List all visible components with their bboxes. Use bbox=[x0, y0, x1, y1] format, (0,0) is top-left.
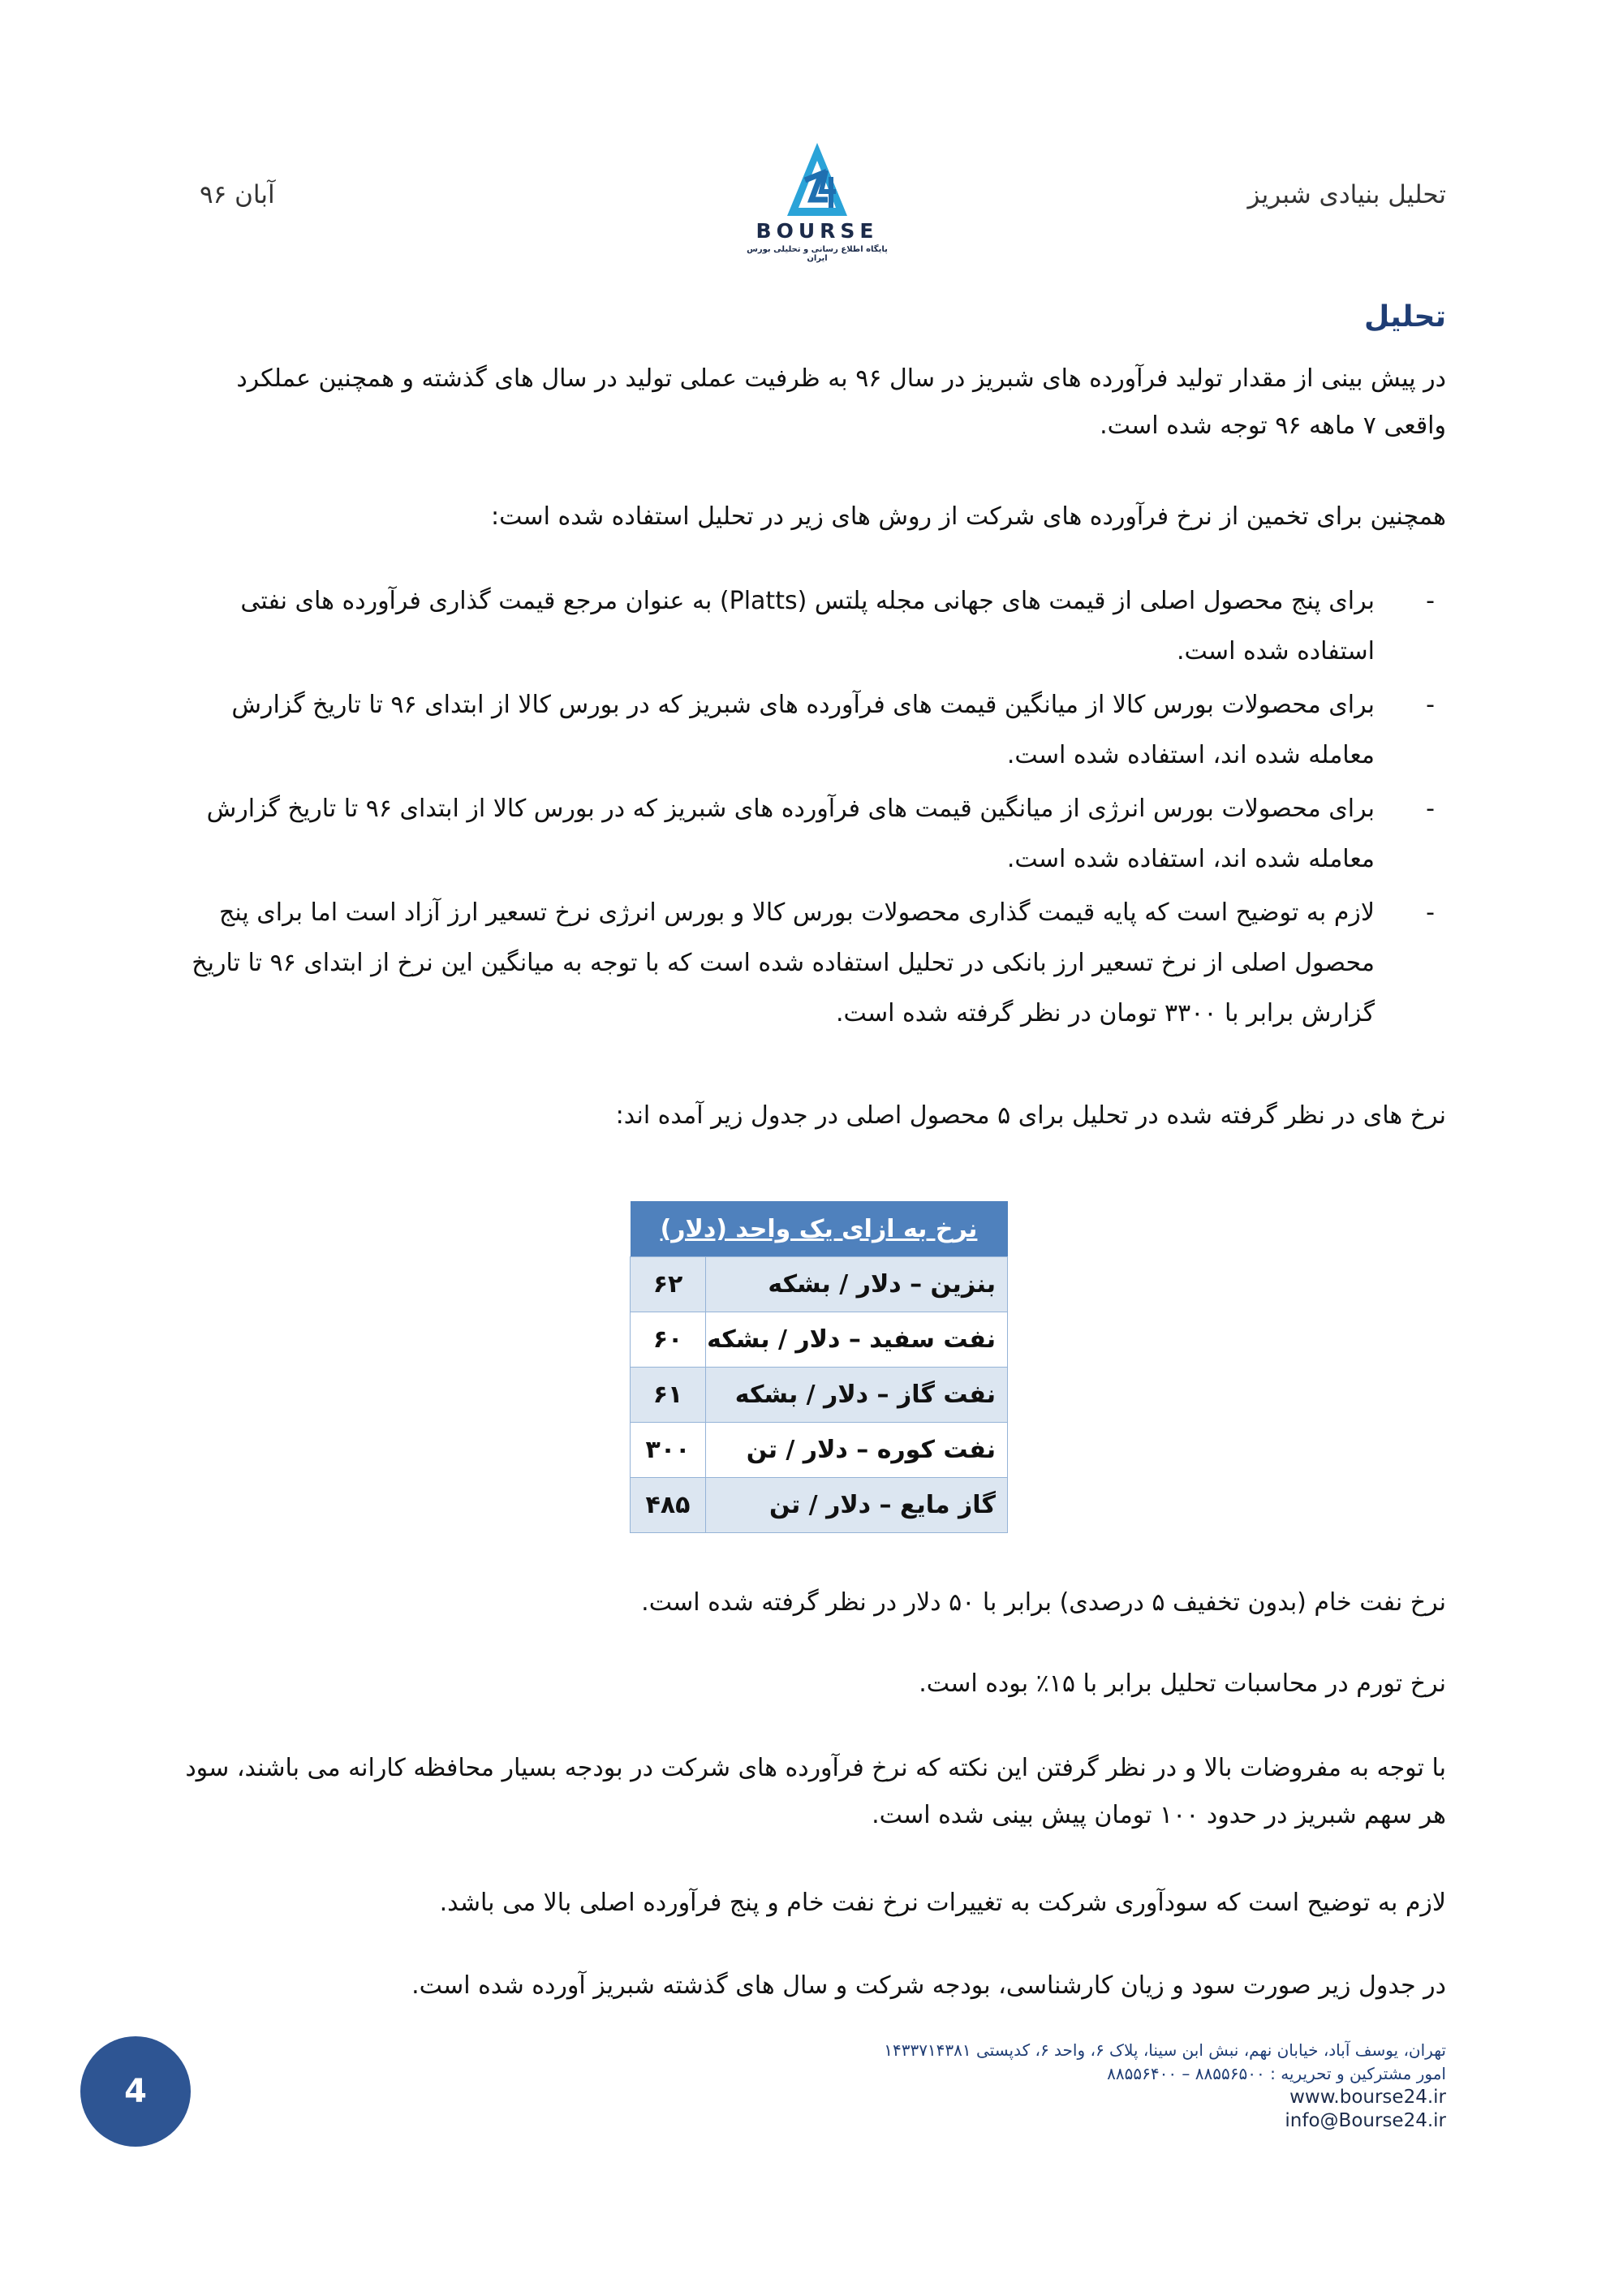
logo-subtitle: پایگاه اطلاع رسانی و تحلیلی بورس ایران bbox=[747, 245, 888, 263]
table-row bbox=[631, 1312, 1008, 1368]
paragraph-table-intro: نرخ های در نظر گرفته شده در تحلیل برای ۵ محصول اصلی در جدول زیر آمده اند: bbox=[615, 1101, 1446, 1130]
product-name: نفت سفید – دلار / بشکه bbox=[706, 1312, 1008, 1368]
product-rate: ۴۸۵ bbox=[631, 1478, 706, 1533]
table-row bbox=[631, 1478, 1008, 1533]
list-item: - لازم به توضیح است که پایه قیمت گذاری محصولات بورس کالا و بورس انرژی نرخ تسعیر ارز آزاد است اما برای پنج محصول اصلی از نرخ تسعیر ارز بانکی در تحلیل استفاده شده است که با توجه به میانگین این نرخ از ابتدای ۹۶ تا تاریخ گزارش برابر با ۳۳۰۰ تومان در نظر گرفته شده است. bbox=[172, 888, 1446, 1039]
report-title: تحلیل بنیادی شبریز bbox=[1247, 180, 1446, 209]
product-rate: ۶۰ bbox=[631, 1312, 706, 1368]
footer-email[interactable]: info@Bourse24.ir bbox=[1285, 2110, 1446, 2131]
paragraph-production-forecast: در پیش بینی از مقدار تولید فرآورده های شبریز در سال ۹۶ به ظرفیت عملی تولید در سال های گذشته و همچنین عملکرد واقعی ۷ ماهه ۹۶ توجه شده است. bbox=[236, 364, 1446, 440]
product-rate: ۳۰۰ bbox=[631, 1423, 706, 1478]
paragraph-crude-price: نرخ نفت خام (بدون تخفیف ۵ درصدی) برابر با ۵۰ دلار در نظر گرفته شده است. bbox=[641, 1588, 1446, 1617]
product-name: گاز مایع – دلار / تن bbox=[706, 1478, 1008, 1533]
report-date: آبان ۹۶ bbox=[200, 180, 275, 209]
footer-contact bbox=[878, 2039, 1446, 2133]
page-number: 4 bbox=[80, 2036, 191, 2147]
list-item: - برای محصولات بورس کالا از میانگین قیمت های فرآورده های شبریز که در بورس کالا از ابتدای ۹۶ تا تاریخ گزارش معامله شده اند، استفاده شده است. bbox=[172, 680, 1446, 781]
table-header: نرخ به ازای یک واحد (دلار) bbox=[631, 1201, 1008, 1257]
product-rates-table bbox=[630, 1201, 1008, 1533]
product-name: نفت کوره – دلار / تن bbox=[706, 1423, 1008, 1478]
logo-wordmark: BOURSE bbox=[756, 219, 879, 243]
list-item: - برای محصولات بورس انرژی از میانگین قیمت های فرآورده های شبریز که در بورس کالا از ابتدای ۹۶ تا تاریخ گزارش معامله شده اند، استفاده شده است. bbox=[172, 784, 1446, 885]
footer-phones: امور مشترکین و تحریریه : ۸۸۵۵۶۵۰۰ – ۸۸۵۵۶۴۰۰ bbox=[1107, 2064, 1446, 2083]
product-name: نفت گاز – دلار / بشکه bbox=[706, 1368, 1008, 1423]
section-heading: تحلیل bbox=[1364, 300, 1446, 334]
list-item: - برای پنج محصول اصلی از قیمت های جهانی مجله پلتس (Platts) به عنوان مرجع قیمت گذاری فرآورده های نفتی استفاده شده است. bbox=[172, 576, 1446, 677]
table-row bbox=[631, 1257, 1008, 1312]
footer-address: تهران، یوسف آباد، خیابان نهم، نبش ابن سینا، پلاک ۶، واحد ۶، کدپستی ۱۴۳۳۷۱۴۳۸۱ bbox=[884, 2040, 1446, 2060]
paragraph-income-statement-intro: در جدول زیر صورت سود و زیان کارشناسی، بودجه شرکت و سال های گذشته شبریز آورده شده است. bbox=[411, 1971, 1446, 2000]
table-row bbox=[631, 1423, 1008, 1478]
paragraph-sensitivity: لازم به توضیح است که سودآوری شرکت به تغییرات نرخ نفت خام و پنج فرآورده اصلی بالا می باشد. bbox=[439, 1889, 1446, 1917]
product-rate: ۶۱ bbox=[631, 1368, 706, 1423]
table-row bbox=[631, 1368, 1008, 1423]
paragraph-eps-forecast: با توجه به مفروضات بالا و در نظر گرفتن این نکته که نرخ فرآورده های شرکت در بودجه بسیار محافظه کارانه می باشند، سود هر سهم شبریز در حدود ۱۰۰ تومان پیش بینی شده است. bbox=[185, 1754, 1446, 1829]
product-rate: ۶۲ bbox=[631, 1257, 706, 1312]
footer-website[interactable]: www.bourse24.ir bbox=[1289, 2087, 1446, 2108]
paragraph-pricing-methods-intro: همچنین برای تخمین از نرخ فرآورده های شرکت از روش های زیر در تحلیل استفاده شده است: bbox=[490, 502, 1446, 531]
paragraph-inflation: نرخ تورم در محاسبات تحلیل برابر با ۱۵٪ بوده است. bbox=[919, 1669, 1446, 1698]
product-name: بنزین – دلار / بشکه bbox=[706, 1257, 1008, 1312]
pricing-methods-list bbox=[172, 576, 1446, 1042]
